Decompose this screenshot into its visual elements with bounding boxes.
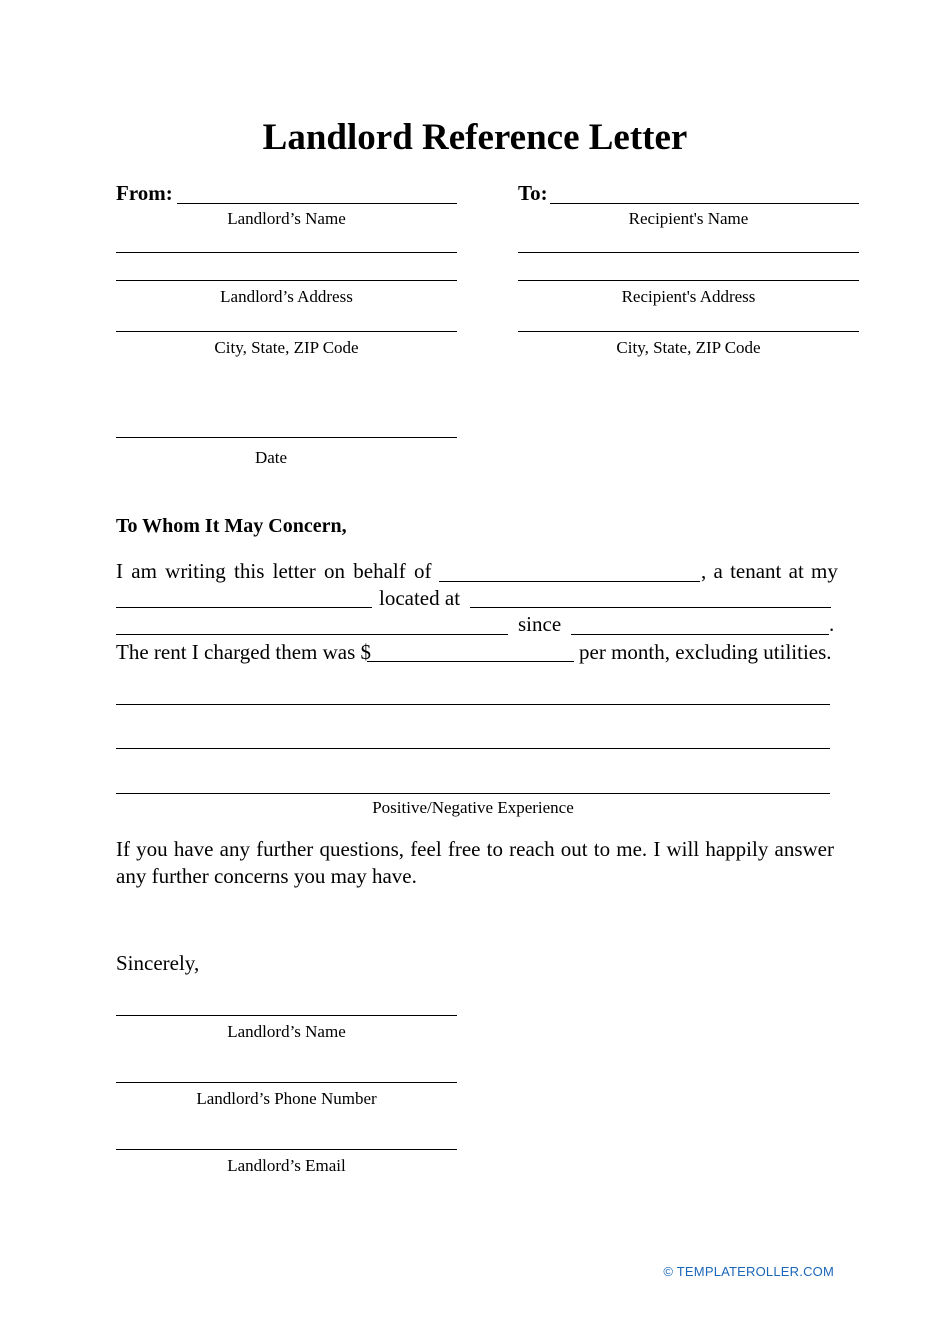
body-line1-end: , a tenant at my — [701, 559, 838, 583]
to-name-caption: Recipient's Name — [628, 209, 749, 228]
from-address-field-1[interactable] — [116, 252, 457, 253]
to-label: To: — [518, 181, 548, 205]
signature-phone-field[interactable] — [116, 1082, 457, 1083]
experience-field-1[interactable] — [116, 704, 830, 705]
rent-amount-field[interactable] — [367, 661, 574, 662]
property-type-field[interactable] — [116, 607, 372, 608]
rent-text-end: per month, excluding utilities. — [579, 640, 832, 664]
experience-field-3[interactable] — [116, 793, 830, 794]
since-text: since — [518, 612, 562, 636]
to-address-field-2[interactable] — [518, 280, 859, 281]
closing-paragraph-line-2: any further concerns you may have. — [116, 864, 417, 888]
signature-email-field[interactable] — [116, 1149, 457, 1150]
experience-field-2[interactable] — [116, 748, 830, 749]
to-name-field[interactable] — [550, 203, 859, 204]
to-city-field[interactable] — [518, 331, 859, 332]
from-address-field-2[interactable] — [116, 280, 457, 281]
to-address-field-1[interactable] — [518, 252, 859, 253]
signature-name-field[interactable] — [116, 1015, 457, 1016]
signature-phone-caption: Landlord’s Phone Number — [196, 1089, 377, 1108]
signoff: Sincerely, — [116, 951, 200, 975]
line3-period: . — [829, 612, 835, 636]
date-field[interactable] — [116, 437, 457, 438]
experience-caption: Positive/Negative Experience — [372, 798, 574, 817]
to-address-caption: Recipient's Address — [621, 287, 756, 306]
signature-name-caption: Landlord’s Name — [227, 1022, 346, 1041]
from-city-field[interactable] — [116, 331, 457, 332]
property-address-field[interactable] — [470, 607, 831, 608]
from-address-caption: Landlord’s Address — [220, 287, 353, 306]
from-name-field[interactable] — [177, 203, 457, 204]
property-address-field-2[interactable] — [116, 634, 508, 635]
closing-paragraph-line-1: If you have any further questions, feel free to reach out to me. I will happily answer — [116, 837, 834, 861]
located-at-text: located at — [379, 586, 461, 610]
tenancy-start-field[interactable] — [571, 634, 829, 635]
body-line1-start: I am writing this letter on behalf of — [116, 559, 432, 583]
date-caption: Date — [254, 448, 288, 467]
from-name-caption: Landlord’s Name — [227, 209, 346, 228]
tenant-name-field[interactable] — [439, 581, 700, 582]
from-city-caption: City, State, ZIP Code — [214, 338, 359, 357]
from-label: From: — [116, 181, 173, 205]
page-title: Landlord Reference Letter — [262, 117, 688, 158]
salutation: To Whom It May Concern, — [116, 515, 347, 537]
to-city-caption: City, State, ZIP Code — [616, 338, 761, 357]
rent-text: The rent I charged them was $ — [116, 640, 372, 664]
signature-email-caption: Landlord’s Email — [227, 1156, 346, 1175]
footer-copyright-link[interactable]: © TEMPLATEROLLER.COM — [663, 1264, 834, 1279]
